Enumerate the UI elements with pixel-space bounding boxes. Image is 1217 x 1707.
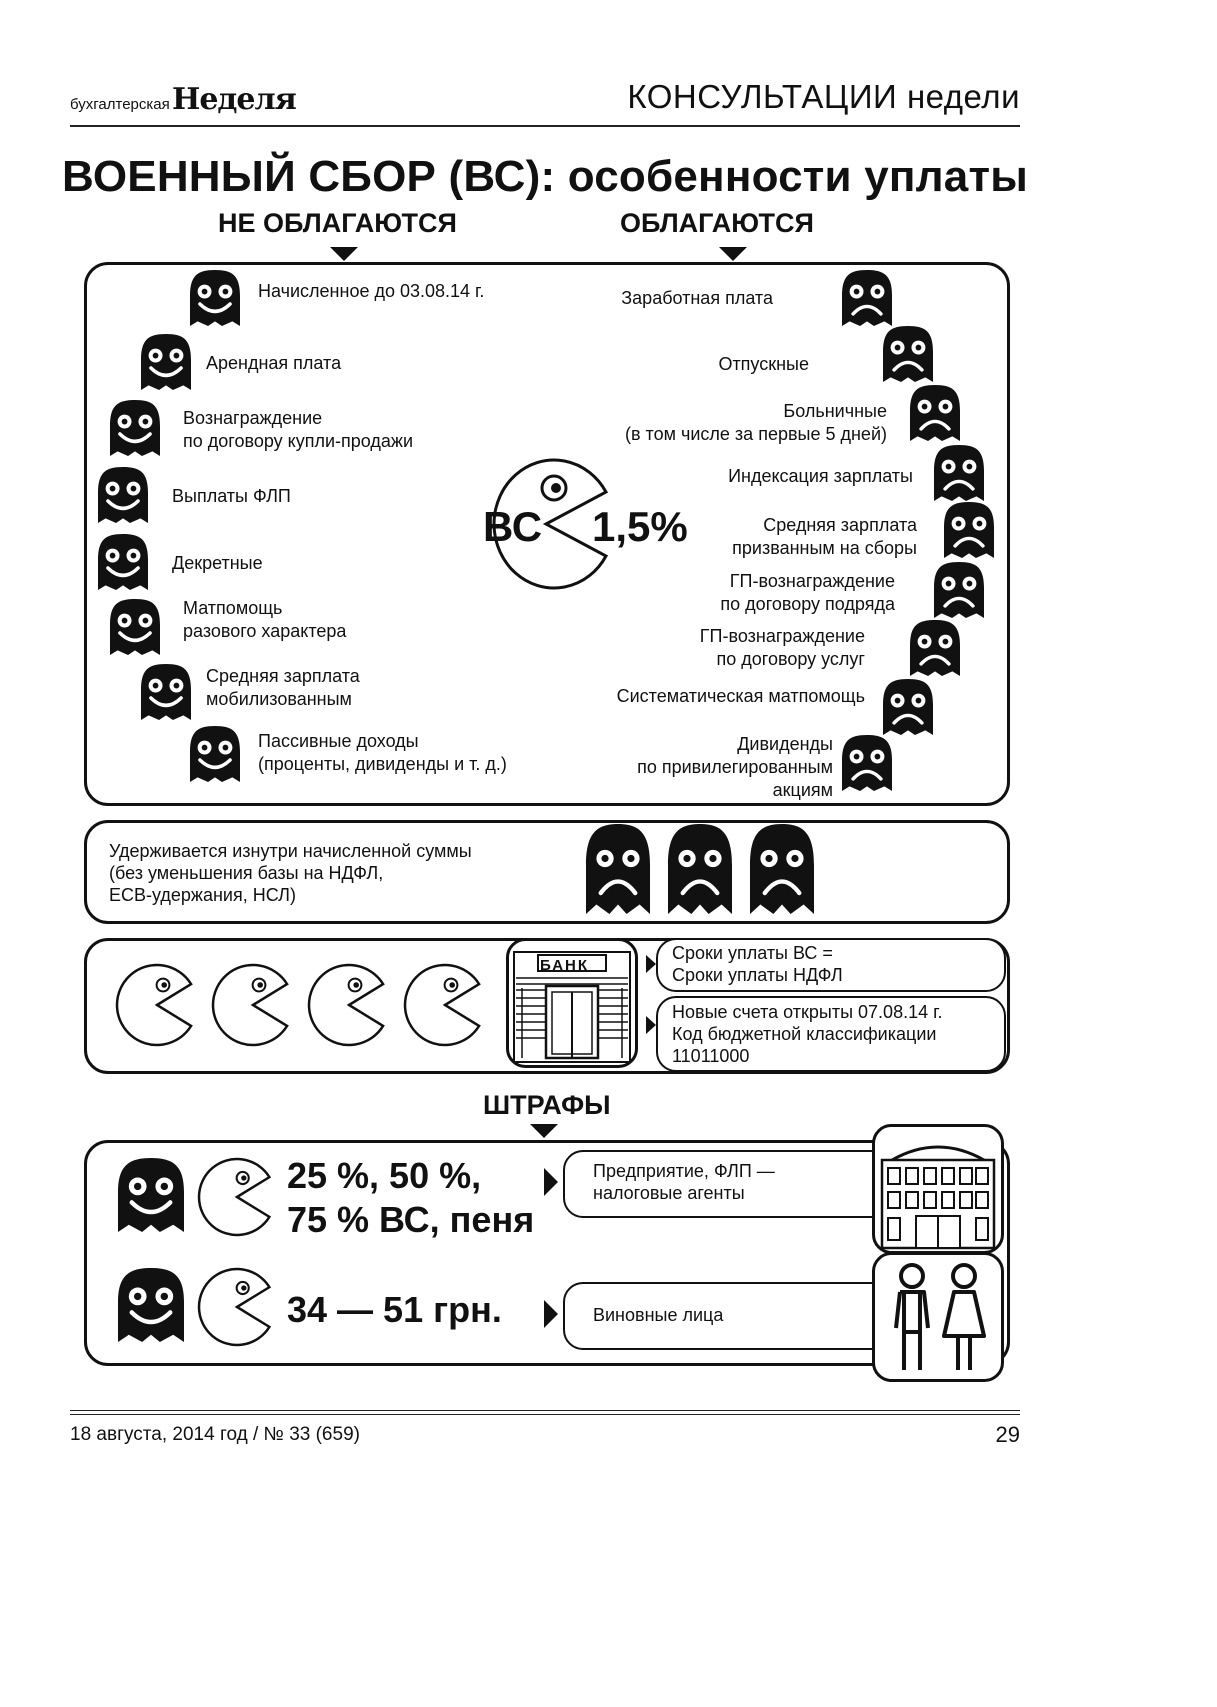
accounts-text: Новые счета открыты 07.08.14 г. Код бюджетной классификации 11011000: [672, 1002, 943, 1066]
bank-sign: БАНК: [540, 957, 590, 974]
fine-amount-2: 34 — 51 грн.: [287, 1289, 502, 1330]
deadlines-text: Сроки уплаты ВС = Сроки уплаты НДФЛ: [672, 943, 843, 985]
brand-logo: Неделя: [172, 82, 296, 117]
happy-ghost-icon: [114, 1156, 188, 1236]
not-taxed-arrow: [330, 247, 358, 261]
sad-ghost-icon: [940, 500, 998, 562]
fines-arrow: [530, 1124, 558, 1138]
not-taxed-item: Пассивные доходы (проценты, дивиденды и т. д.): [258, 731, 507, 774]
taxed-arrow: [719, 247, 747, 261]
fines-heading: ШТРАФЫ: [483, 1090, 611, 1120]
office-building: [872, 1124, 1004, 1254]
pacman-icon: [210, 962, 296, 1048]
happy-ghost-icon: [94, 532, 152, 594]
footer-rule: [70, 1410, 1020, 1411]
withholding-note: Удерживается изнутри начисленной суммы (без уменьшения базы на НДФЛ, ЕСВ-удержания, НСЛ): [109, 841, 472, 905]
sad-ghost-icon: [879, 324, 937, 386]
office-building-icon: [872, 1124, 1004, 1254]
sad-ghost-icon: [879, 677, 937, 739]
fine-who-2: Виновные лица: [593, 1305, 724, 1325]
not-taxed-item: Начисленное до 03.08.14 г.: [258, 281, 485, 301]
page-title: ВОЕННЫЙ СБОР (ВС): особенности уплаты: [61, 152, 1028, 201]
happy-ghost-icon: [186, 724, 244, 786]
page-number: 29: [995, 1422, 1020, 1447]
accounts-pointer: [646, 1016, 656, 1034]
pacman-icon: [196, 1266, 278, 1348]
not-taxed-item: Выплаты ФЛП: [172, 486, 291, 506]
taxed-item: Больничные (в том числе за первые 5 дней): [625, 401, 887, 444]
taxed-item: Отпускные: [718, 354, 809, 374]
people-icon: [872, 1252, 1004, 1382]
happy-ghost-icon: [94, 465, 152, 527]
sad-ghost-icon: [664, 822, 736, 918]
happy-ghost-icon: [106, 398, 164, 460]
taxed-item: Средняя зарплата призванным на сборы: [732, 515, 917, 558]
sad-ghost-icon: [930, 443, 988, 505]
sad-ghost-icon: [838, 733, 896, 795]
fine-pointer-2: [544, 1300, 558, 1328]
pacman-icon: [114, 962, 200, 1048]
happy-ghost-icon: [137, 332, 195, 394]
not-taxed-item: Матпомощь разового характера: [183, 598, 347, 641]
not-taxed-item: Арендная плата: [206, 353, 342, 373]
fine-who-1: Предприятие, ФЛП — налоговые агенты: [593, 1161, 775, 1203]
section-title: КОНСУЛЬТАЦИИ недели: [627, 78, 1020, 115]
deadlines-pointer: [646, 955, 656, 973]
sad-ghost-icon: [746, 822, 818, 918]
taxed-item: ГП-вознаграждение по договору подряда: [720, 571, 895, 614]
pacman-icon: [196, 1156, 278, 1238]
brand-small: бухгалтерская: [70, 96, 170, 113]
taxed-item: Индексация зарплаты: [728, 466, 913, 486]
not-taxed-item: Средняя зарплата мобилизованным: [206, 666, 360, 709]
header: [70, 78, 1020, 124]
header-rule: [70, 125, 1020, 127]
issue-info: 18 августа, 2014 год / № 33 (659): [70, 1424, 360, 1445]
happy-ghost-icon: [137, 662, 195, 724]
not-taxed-heading: НЕ ОБЛАГАЮТСЯ: [218, 208, 457, 238]
sad-ghost-icon: [906, 618, 964, 680]
taxed-item: Систематическая матпомощь: [616, 686, 865, 706]
sad-ghost-icon: [838, 268, 896, 330]
sad-ghost-icon: [582, 822, 654, 918]
sad-ghost-icon: [906, 383, 964, 445]
sad-ghost-icon: [930, 560, 988, 622]
happy-ghost-icon: [186, 268, 244, 330]
taxed-item: Заработная плата: [621, 288, 773, 308]
pacman-icon: [402, 962, 488, 1048]
people: [872, 1252, 1004, 1382]
happy-ghost-icon: [106, 597, 164, 659]
happy-ghost-icon: [114, 1266, 188, 1346]
fine-pointer-1: [544, 1168, 558, 1196]
pacman-icon: [306, 962, 392, 1048]
tax-rate: 1,5%: [592, 503, 688, 550]
taxed-item: Дивиденды по привилегированным акциям: [637, 734, 833, 800]
not-taxed-item: Декретные: [172, 553, 263, 573]
fine-amount-1: 25 %, 50 %, 75 % ВС, пеня: [287, 1155, 535, 1240]
taxed-item: ГП-вознаграждение по договору услуг: [699, 626, 865, 669]
taxed-heading: ОБЛАГАЮТСЯ: [620, 208, 814, 238]
center-label: ВС: [483, 503, 543, 550]
not-taxed-item: Вознаграждение по договору купли-продажи: [183, 408, 413, 451]
footer-rule-2: [70, 1414, 1020, 1415]
